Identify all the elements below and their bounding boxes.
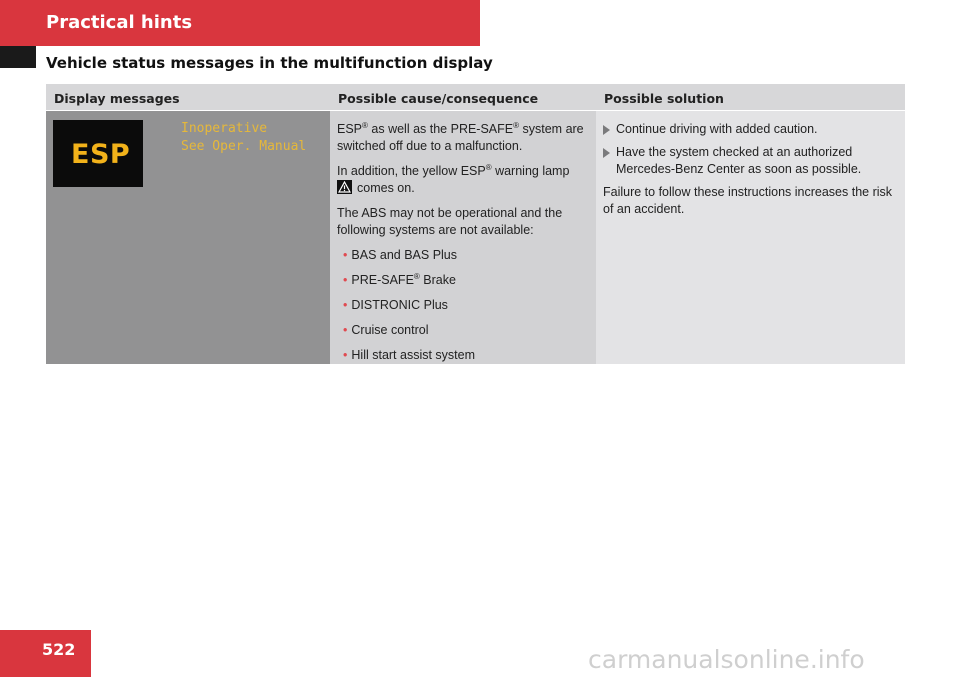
watermark-text: carmanualsonline.info (588, 645, 865, 674)
solution-cell (596, 111, 905, 364)
cause-text: system are switched off due to a malfunction. (337, 122, 584, 153)
list-item-text: PRE-SAFE (351, 273, 414, 287)
header-possible-solution: Possible solution (604, 91, 724, 106)
cause-paragraph-1 (337, 121, 589, 155)
table-row (46, 111, 905, 364)
display-message-cell (46, 111, 330, 364)
esp-warning-icon (53, 120, 143, 187)
cause-text: In addition, the yellow ESP (337, 164, 486, 178)
cause-paragraph-2 (337, 163, 589, 197)
display-line-2: See Oper. Manual (181, 139, 307, 154)
table-header-row (46, 84, 905, 111)
list-item (343, 247, 589, 264)
list-item-text: Hill start assist system (351, 348, 476, 362)
bullet-icon: • (343, 248, 348, 262)
list-item (343, 347, 589, 364)
bullet-icon: • (343, 323, 348, 337)
header-possible-cause: Possible cause/consequence (338, 91, 539, 106)
page-number: 522 (42, 640, 76, 659)
bullet-icon: • (343, 348, 348, 362)
list-item (343, 272, 589, 289)
cause-cell (330, 111, 596, 364)
cause-text: as well as the PRE-SAFE (367, 122, 514, 136)
header-display-messages: Display messages (54, 91, 180, 106)
page-section-title: Practical hints (46, 12, 193, 33)
list-item-text: Cruise control (351, 323, 429, 337)
registered-mark: ® (362, 120, 368, 130)
cause-text: comes on. (357, 181, 415, 195)
registered-mark: ® (485, 162, 492, 172)
bullet-icon: • (343, 273, 348, 287)
action-text: Have the system checked at an authorized Mercedes-Benz Center as soon as possible. (616, 145, 862, 176)
action-arrow-icon (603, 148, 610, 158)
section-tab-marker (0, 46, 36, 68)
registered-mark: ® (513, 120, 520, 130)
action-arrow-icon (603, 125, 610, 135)
action-text: Continue driving with added caution. (616, 122, 818, 136)
registered-mark: ® (413, 271, 420, 281)
solution-action-2 (603, 144, 898, 178)
header-bar (0, 0, 480, 46)
solution-action-1 (603, 121, 898, 138)
solution-note: Failure to follow these instructions increases the risk of an accident. (603, 185, 893, 216)
section-heading: Vehicle status messages in the multifunction display (46, 54, 493, 72)
list-item-text: BAS and BAS Plus (351, 248, 458, 262)
display-line-1: Inoperative (181, 121, 268, 136)
list-item (343, 297, 589, 314)
cause-paragraph-3: The ABS may not be operational and the following systems are not available: (337, 206, 563, 237)
cause-text: ESP (337, 122, 363, 136)
list-item-text: DISTRONIC Plus (351, 298, 448, 312)
list-item (343, 322, 589, 339)
page-number-box (0, 630, 91, 677)
list-item-text: Brake (419, 273, 456, 287)
warning-triangle-icon (337, 180, 352, 194)
bullet-icon: • (343, 298, 348, 312)
esp-symbol-text: ESP (71, 139, 131, 170)
cause-text: warning lamp (491, 164, 570, 178)
status-message-table (46, 84, 905, 364)
